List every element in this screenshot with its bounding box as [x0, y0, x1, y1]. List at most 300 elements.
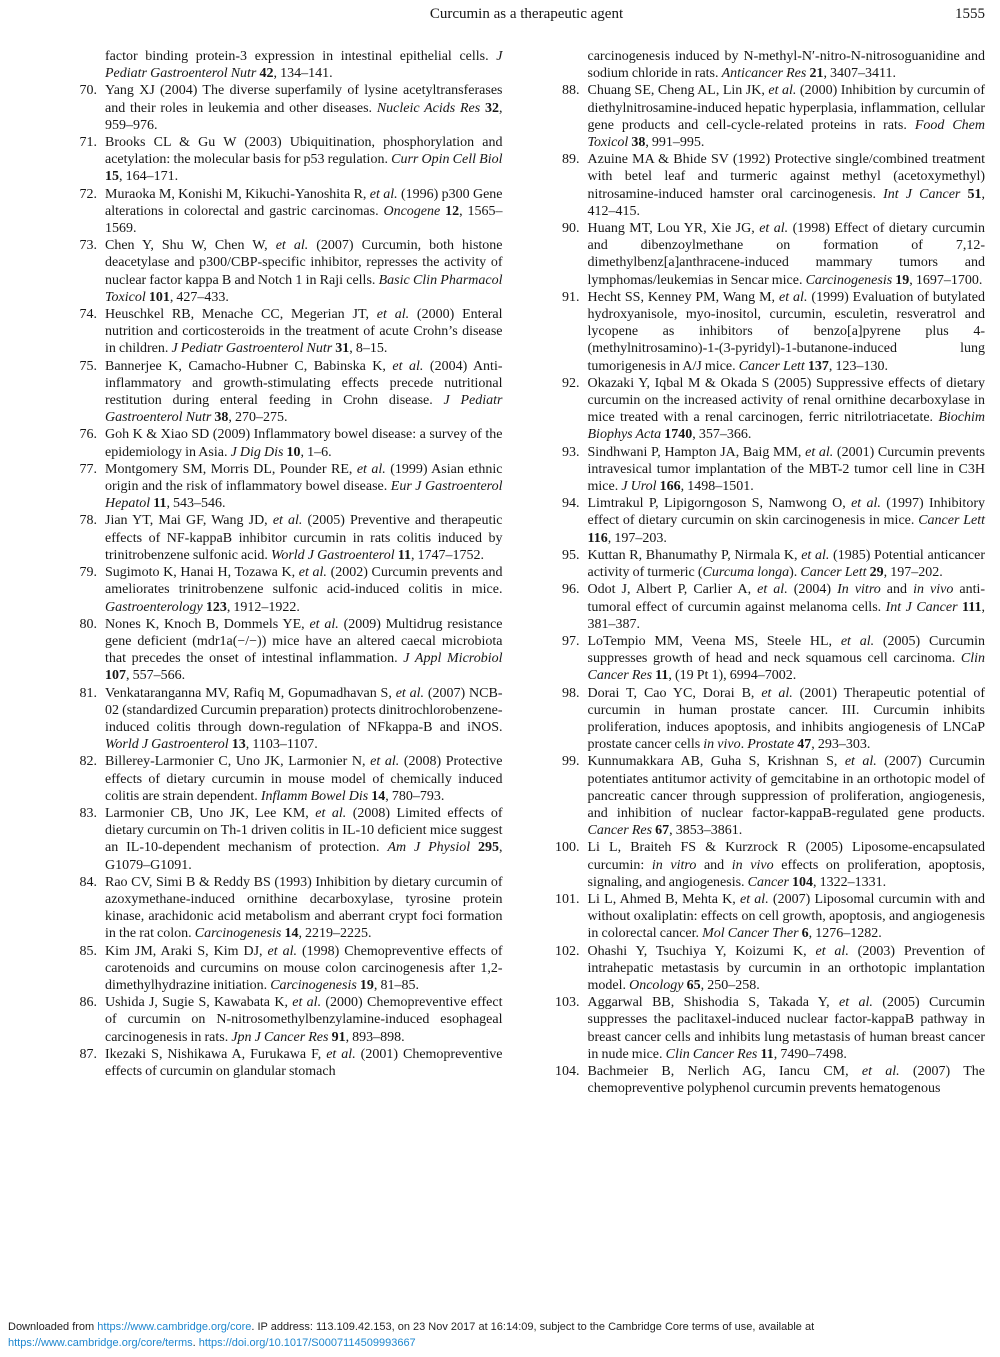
text-run: 13: [231, 737, 246, 753]
text-run: Bannerjee K, Camacho-Hubner C, Babinska K,: [105, 358, 393, 374]
footer-link[interactable]: https://www.cambridge.org/core: [97, 1321, 252, 1333]
text-run: (2003) Prevention of intrahepatic metastasis by curcumin in an orthotopic implantation model.: [587, 943, 985, 993]
text-run: Gastroenterology: [105, 599, 206, 615]
text-run: Inflamm Bowel Dis: [260, 788, 372, 804]
text-run: Cancer Lett: [800, 565, 870, 581]
text-run: Azuine MA & Bhide SV (1992) Protective single/combined treatment with betel leaf and turmeric against methyl (acetoxymethyl) nitrosamine-induced hamster oral carcinogenesis.: [587, 152, 985, 202]
text-run: and: [880, 582, 914, 598]
text-run: effects on proliferation, apoptosis, signaling, and angiogenesis.: [587, 857, 985, 890]
text-run: et al.: [815, 943, 849, 959]
text-run: Oncology: [629, 977, 687, 993]
reference-text: [105, 944, 503, 993]
reference-number: 101.: [555, 891, 580, 907]
text-run: , 250–258.: [700, 977, 760, 993]
text-run: et al.: [759, 221, 789, 237]
text-run: , 134–141.: [273, 66, 333, 82]
reference-item: [551, 994, 986, 1063]
text-run: , 293–303.: [811, 737, 871, 753]
reference-item: [551, 753, 986, 839]
text-run: , 1103–1107.: [245, 737, 318, 753]
reference-number: 93.: [562, 444, 580, 460]
text-run: 6: [801, 926, 809, 942]
text-run: (2007) Curcumin, both histone deacetylase and p300/CBP-specific inhibitor, represses the activity of nuclear factor kappa B and Notch 1 in Raji cells.: [105, 238, 503, 288]
text-run: et al.: [376, 307, 410, 323]
reference-number: 80.: [79, 616, 97, 632]
text-run: Hecht SS, Kenney PM, Wang M,: [587, 289, 779, 305]
text-run: et al.: [369, 186, 398, 202]
text-run: Aggarwal BB, Shishodia S, Takada Y,: [587, 995, 839, 1011]
text-run: 14: [371, 788, 386, 804]
text-run: Cancer Lett: [918, 513, 985, 529]
text-run: et al.: [851, 496, 881, 512]
footer-text: Downloaded from: [8, 1321, 98, 1333]
reference-item: [551, 581, 986, 633]
reference-text: [105, 307, 503, 356]
reference-item: [551, 151, 986, 220]
reference-number: 88.: [562, 83, 580, 99]
reference-item: [68, 994, 503, 1046]
reference-text: [105, 135, 503, 184]
reference-number: 82.: [79, 754, 97, 770]
text-run: et al.: [272, 513, 303, 529]
text-run: Brooks CL & Gu W (2003) Ubiquitination, phosphorylation and acetylation: the molecular basis for p53 regulation.: [105, 135, 503, 168]
text-run: et al.: [840, 633, 875, 649]
text-run: Clin Cancer Res: [587, 651, 985, 684]
text-run: , 991–995.: [645, 135, 705, 151]
text-run: (2007) NCB-02 (standardized Curcumin preparation) protects dinitrochlorobenzene- induced colitis through down-regulation of NFkappa-B and iNOS.: [105, 685, 503, 735]
text-run: 116: [587, 530, 608, 546]
text-run: 42: [259, 66, 274, 82]
text-run: Carcinogenesis: [194, 926, 285, 942]
reference-item: [68, 943, 503, 995]
text-run: et al.: [326, 1046, 356, 1062]
reference-number: 96.: [562, 582, 580, 598]
reference-text: [105, 565, 503, 614]
text-run: Bachmeier B, Nerlich AG, Iancu CM,: [587, 1063, 862, 1079]
text-run: (2004): [787, 582, 838, 598]
text-run: Biochim Biophys Acta: [587, 410, 985, 443]
reference-text: [588, 221, 986, 288]
reference-item: [68, 685, 503, 754]
text-run: Jian YT, Mai GF, Wang JD,: [105, 513, 273, 529]
reference-continuation: [68, 48, 503, 82]
reference-number: 89.: [562, 152, 580, 168]
reference-text: [588, 496, 986, 545]
text-run: (2002) Curcumin prevents and ameliorates trinitrobenzene sulfonic acid-induced colitis in mice.: [105, 565, 503, 598]
reference-item: [68, 1046, 503, 1080]
reference-text: [105, 513, 503, 562]
reference-number: 95.: [562, 547, 580, 563]
text-run: Sugimoto K, Hanai H, Tozawa K,: [105, 565, 299, 581]
text-run: Kim JM, Araki S, Kim DJ,: [105, 943, 268, 959]
text-run: In vitro: [837, 582, 881, 598]
reference-text: [588, 686, 986, 753]
reference-item: [551, 1063, 986, 1097]
text-run: (2008) Limited effects of dietary curcumin on Th-1 driven colitis in IL-10 deficient mice suggest an IL-10-dependent mechanism of protection.: [105, 805, 503, 856]
text-run: Odot J, Albert P, Carlier A,: [587, 582, 758, 598]
reference-number: 100.: [555, 840, 580, 856]
text-run: et al.: [861, 1063, 900, 1079]
text-run: Kunnumakkara AB, Guha S, Krishnan S,: [587, 754, 845, 770]
reference-text: [588, 995, 986, 1062]
reference-item: [68, 753, 503, 805]
reference-text: [588, 376, 986, 443]
footer-line-1: [8, 1319, 992, 1335]
text-run: Larmonier CB, Uno JK, Lee KM,: [105, 805, 316, 821]
text-run: 12: [445, 203, 460, 219]
reference-number: 74.: [79, 307, 97, 323]
reference-number: 90.: [562, 221, 580, 237]
text-run: (2004) Anti-inflammatory and growth-stimulating effects precede nutritional restitution during enteral feeding in Crohn disease.: [105, 358, 503, 409]
reference-number: 91.: [562, 289, 580, 305]
text-run: Cancer Res: [587, 823, 656, 839]
reference-text: [588, 634, 986, 683]
reference-text: [105, 617, 503, 684]
text-run: , 381–387.: [587, 599, 985, 632]
reference-text: [588, 290, 986, 374]
text-run: et al.: [801, 547, 830, 563]
text-run: (2000) Inhibition by curcumin of diethylnitrosamine-induced hepatic hyperplasia, inflammation, cellular gene products and cell-cycle-related proteins in rats.: [587, 83, 986, 133]
text-run: Basic Clin Pharmacol Toxicol: [105, 272, 503, 305]
reference-text: [105, 49, 503, 81]
text-run: (1997) Inhibitory effect of dietary curcumin on skin carcinogenesis in mice.: [587, 496, 985, 529]
text-run: 19: [895, 272, 910, 288]
reference-item: [68, 805, 503, 874]
reference-number: 92.: [562, 375, 580, 391]
text-run: Nucleic Acids Res: [376, 100, 485, 116]
text-run: .: [740, 737, 748, 753]
text-run: , 1–6.: [300, 444, 332, 460]
text-run: Chen Y, Shu W, Chen W,: [105, 238, 276, 254]
text-run: 14: [284, 926, 299, 942]
text-run: , 197–202.: [883, 565, 943, 581]
reference-number: 98.: [562, 685, 580, 701]
text-run: (2001) Curcumin prevents intravesical tumor implantation of the MBT-2 tumor cell line in C3H mice.: [587, 444, 985, 495]
text-run: 1740: [664, 427, 693, 443]
text-run: , 2219–2225.: [298, 926, 372, 942]
text-run: et al.: [370, 754, 400, 770]
reference-text: [105, 359, 503, 426]
text-run: Dorai T, Cao YC, Dorai B,: [587, 685, 762, 701]
text-run: et al.: [805, 444, 834, 460]
text-run: 19: [359, 977, 374, 993]
text-run: (2005) Curcumin suppresses the paclitaxel-induced nuclear factor-kappaB pathway in breast cancer cells and inhibits lung metastasis of human breast cancer in nude mice.: [587, 995, 985, 1062]
text-run: et al.: [298, 565, 327, 581]
text-run: 21: [809, 66, 824, 82]
text-run: , G1079–G1091.: [105, 840, 503, 873]
reference-continuation: [551, 48, 986, 82]
text-run: (2007) Curcumin potentiates antitumor activity of gemcitabine in an orthotopic model of pancreatic cancer through suppression of proliferation, angiogenesis, and inhibition of nuclear factor-kappaB-regulated gene products.: [587, 754, 985, 821]
text-run: World J Gastroenterol: [105, 737, 232, 753]
text-run: (1985) Potential anticancer activity of turmeric (: [587, 547, 985, 581]
text-run: Oncogene: [383, 203, 446, 219]
reference-number: 75.: [79, 358, 97, 374]
text-run: Anticancer Res: [721, 66, 810, 82]
reference-text: [105, 83, 503, 132]
text-run: 107: [105, 668, 126, 684]
reference-item: [68, 616, 503, 685]
reference-item: [68, 186, 503, 238]
reference-item: [551, 82, 986, 151]
text-run: et al.: [779, 289, 808, 305]
text-run: 11: [655, 668, 669, 684]
text-run: Cancer Lett: [738, 358, 808, 374]
text-run: et al.: [309, 616, 339, 632]
text-run: , 164–171.: [119, 169, 179, 185]
text-run: , 1498–1501.: [680, 479, 754, 495]
text-run: , 959–976.: [105, 100, 503, 133]
ref-column-left: [68, 48, 503, 1097]
text-run: , 1276–1282.: [808, 926, 882, 942]
text-run: Curcuma longa: [702, 565, 790, 581]
text-run: in vivo: [913, 582, 954, 598]
reference-text: [105, 686, 503, 753]
text-run: Heuschkel RB, Menache CC, Megerian JT,: [105, 307, 377, 323]
text-run: and: [696, 857, 732, 873]
text-run: Montgomery SM, Morris DL, Pounder RE,: [105, 461, 357, 477]
reference-text: [105, 995, 503, 1044]
reference-text: [588, 944, 986, 993]
footer-line-2: [8, 1335, 992, 1351]
reference-text: [105, 462, 503, 511]
reference-number: 86.: [79, 995, 97, 1011]
text-run: World J Gastroenterol: [270, 547, 398, 563]
text-run: (2007) Liposomal curcumin with and without oxaliplatin: effects on cell growth, apoptosis, and angiogenesis in colorectal cancer.: [587, 891, 985, 942]
reference-item: [551, 943, 986, 995]
text-run: , 543–546.: [166, 496, 226, 512]
reference-item: [68, 358, 503, 427]
text-run: J Urol: [621, 479, 660, 495]
text-run: in vitro: [651, 857, 697, 873]
text-run: Huang MT, Lou YR, Xie JG,: [587, 221, 760, 237]
text-run: (1999) Evaluation of butylated hydroxyanisole, myo-inositol, curcumin, esculetin, resveratrol and lycopene as inhibitors of benzo[a]pyrene plus 4-(methylnitrosamino)-1-(3-pyridyl)-1-butanone-induced lung tumorigenesis in A/J mice.: [587, 289, 985, 374]
text-run: 31: [335, 341, 350, 357]
text-run: et al.: [392, 358, 424, 374]
text-run: ).: [789, 565, 801, 581]
reference-item: [551, 289, 986, 375]
text-run: , 8–15.: [349, 341, 388, 357]
text-run: , 3407–3411.: [823, 66, 897, 82]
reference-text: [588, 1064, 986, 1096]
download-notice: [8, 1319, 992, 1351]
text-run: , (19 Pt 1), 6994–7002.: [668, 668, 797, 684]
reference-item: [551, 547, 986, 581]
text-run: 15: [105, 169, 119, 185]
text-run: (2009) Multidrug resistance gene deficient (mdr1a(−/−)) mice have an altered caecal microbiota that precedes the onset of intestinal inflammation.: [105, 616, 503, 667]
text-run: Curr Opin Cell Biol: [391, 152, 503, 168]
text-run: Li L, Ahmed B, Mehta K,: [587, 891, 740, 907]
reference-item: [68, 461, 503, 513]
text-run: Carcinogenesis: [270, 977, 360, 993]
reference-item: [68, 237, 503, 306]
text-run: Food Chem Toxicol: [587, 117, 985, 151]
ref-column-right: [551, 48, 986, 1097]
text-run: , 427–433.: [169, 289, 229, 305]
reference-text: [588, 892, 986, 941]
text-run: 101: [148, 289, 170, 305]
text-run: 91: [331, 1029, 346, 1045]
footer-text: .: [192, 1337, 199, 1349]
reference-number: 102.: [555, 943, 580, 959]
text-run: , 1747–1752.: [410, 547, 485, 563]
text-run: Goh K & Xiao SD (2009) Inflammatory bowel disease: a survey of the epidemiology in Asia.: [105, 427, 503, 460]
text-run: 104: [792, 874, 813, 890]
reference-text: [105, 806, 503, 873]
text-run: et al.: [739, 891, 769, 907]
reference-item: [551, 685, 986, 754]
text-run: 137: [807, 358, 829, 374]
text-run: et al.: [275, 238, 309, 254]
text-run: Mol Cancer Ther: [702, 926, 802, 942]
text-run: , 197–203.: [607, 530, 667, 546]
text-run: Rao CV, Simi B & Reddy BS (1993) Inhibition by dietary curcumin of azoxymethane-induced ornithine decarboxylase, tyrosine protein kinase, arachidonic acid metabolism and aberrant crypt foci formation in the rat colon.: [105, 874, 503, 942]
text-run: , 412–415.: [587, 186, 985, 219]
reference-item: [551, 839, 986, 891]
text-run: 47: [797, 737, 812, 753]
text-run: Ushida J, Sugie S, Kawabata K,: [105, 995, 293, 1011]
reference-item: [68, 564, 503, 616]
text-run: Limtrakul P, Lipigorngoson S, Namwong O,: [587, 496, 852, 512]
reference-item: [68, 134, 503, 186]
text-run: 123: [205, 599, 227, 615]
text-run: 10: [286, 444, 301, 460]
footer-link[interactable]: https://doi.org/10.1017/S0007114509993667: [198, 1337, 416, 1349]
text-run: Int J Cancer: [883, 186, 968, 202]
reference-number: 83.: [79, 805, 97, 821]
reference-number: 84.: [79, 874, 97, 890]
text-run: (2000) Enteral nutrition and corticosteroids in the treatment of acute Crohn’s disease in children.: [105, 307, 503, 357]
reference-text: [588, 548, 986, 580]
reference-text: [588, 83, 986, 150]
text-run: Venkataranganna MV, Rafiq M, Gopumadhavan S,: [105, 685, 396, 701]
text-run: Am J Physiol: [387, 840, 479, 856]
text-run: et al.: [761, 685, 793, 701]
reference-number: 103.: [555, 995, 580, 1011]
text-run: , 893–898.: [345, 1029, 405, 1045]
text-run: J Pediatr Gastroenterol Nutr: [105, 393, 503, 426]
reference-number: 94.: [562, 496, 580, 512]
page-number: 1555: [955, 6, 985, 22]
reference-item: [68, 512, 503, 564]
text-run: (1996) p300 Gene alterations in colorectal and gastric carcinomas.: [105, 186, 503, 219]
text-run: et al.: [395, 685, 425, 701]
text-run: et al.: [768, 83, 797, 99]
reference-item: [68, 82, 503, 134]
text-run: et al.: [292, 995, 322, 1011]
reference-item: [68, 874, 503, 943]
text-run: 11: [153, 496, 167, 512]
text-run: Carcinogenesis: [805, 272, 896, 288]
text-run: Sindhwani P, Hampton JA, Baig MM,: [587, 444, 806, 460]
reference-number: 78.: [79, 513, 97, 529]
reference-number: 97.: [562, 633, 580, 649]
text-run: in vivo: [731, 857, 774, 873]
reference-columns: [68, 48, 985, 1097]
text-run: J Appl Microbiol: [403, 651, 503, 667]
text-run: , 557–566.: [126, 668, 186, 684]
reference-text: [105, 1047, 503, 1079]
text-run: 166: [659, 479, 681, 495]
text-run: 111: [962, 599, 982, 615]
text-run: J Pediatr Gastroenterol Nutr: [105, 49, 503, 82]
text-run: LoTempio MM, Veena MS, Steele HL,: [587, 633, 841, 649]
text-run: J Pediatr Gastroenterol Nutr: [171, 341, 336, 357]
text-run: 65: [686, 977, 701, 993]
text-run: , 780–793.: [385, 788, 445, 804]
text-run: et al.: [315, 805, 347, 821]
text-run: anti-tumoral effect of curcumin against melanoma cells.: [587, 582, 986, 615]
text-run: Billerey-Larmonier C, Uno JK, Larmonier N,: [105, 754, 371, 770]
footer-link[interactable]: https://www.cambridge.org/core/terms: [8, 1337, 193, 1349]
text-run: (2005) Preventive and therapeutic effects of NF-kappaB inhibitor curcumin in rats colitis induced by trinitrobenzene sulfonic acid.: [105, 513, 503, 563]
text-run: 295: [478, 840, 500, 856]
text-run: , 1322–1331.: [813, 874, 887, 890]
text-run: et al.: [757, 582, 788, 598]
text-run: Nones K, Knoch B, Dommels YE,: [105, 616, 310, 632]
reference-item: [68, 306, 503, 358]
reference-item: [68, 426, 503, 460]
text-run: (2000) Chemopreventive effect of curcumin on N-nitrosomethylbenzylamine-induced esophageal carcinogenesis in rats.: [105, 995, 503, 1045]
text-run: carcinogenesis induced by N-methyl-N′-nitro-N-nitrosoguanidine and sodium chloride in rats.: [587, 49, 985, 82]
running-head: [68, 6, 985, 28]
text-run: , 1697–1700.: [909, 272, 983, 288]
text-run: , 123–130.: [828, 358, 889, 374]
text-run: (1998) Chemopreventive effects of carotenoids and curcumins on mouse colon carcinogenesis after 1,2-dimethylhydrazine initiation.: [105, 943, 503, 993]
text-run: (2001) Therapeutic potential of curcumin in human prostate cancer. III. Curcumin inhibits proliferation, induces apoptosis, and inhibits angiogenesis of LNCaP prostate cancer cells: [587, 685, 986, 753]
reference-item: [551, 444, 986, 496]
reference-number: 87.: [79, 1046, 97, 1062]
reference-number: 85.: [79, 943, 97, 959]
text-run: Eur J Gastroenterol Hepatol: [105, 479, 503, 512]
text-run: 29: [869, 565, 884, 581]
text-run: J Dig Dis: [230, 444, 287, 460]
text-run: Clin Cancer Res: [665, 1046, 761, 1062]
text-run: , 81–85.: [373, 977, 420, 993]
text-run: Cancer: [747, 874, 792, 890]
text-run: Li L, Braiteh FS & Kurzrock R (2005) Liposome-encapsulated curcumin:: [587, 840, 985, 873]
reference-text: [588, 152, 986, 219]
text-run: in vivo: [703, 737, 741, 753]
text-run: 51: [967, 186, 982, 202]
text-run: 11: [397, 547, 411, 563]
reference-number: 104.: [555, 1063, 580, 1079]
text-run: , 357–366.: [692, 427, 752, 443]
text-run: 11: [760, 1046, 774, 1062]
text-run: Kuttan R, Bhanumathy P, Nirmala K,: [587, 547, 802, 563]
text-run: (1998) Effect of dietary curcumin and dibenzoylmethane on formation of 7,12-dimethylbenz[a]anthracene-induced mammary tumors and lymphomas/leukemias in Sencar mice.: [587, 221, 985, 288]
text-run: et al.: [844, 754, 877, 770]
reference-text: [105, 754, 503, 803]
reference-item: [551, 891, 986, 943]
reference-text: [588, 445, 986, 494]
reference-text: [588, 582, 986, 631]
text-run: (2007) The chemopreventive polyphenol curcumin prevents hematogenous: [587, 1063, 985, 1097]
reference-number: 77.: [79, 461, 97, 477]
reference-text: [105, 238, 503, 305]
text-run: Muraoka M, Konishi M, Kikuchi-Yanoshita R,: [105, 186, 370, 202]
text-run: , 3853–3861.: [669, 823, 743, 839]
text-run: Okazaki Y, Iqbal M & Okada S (2005) Suppressive effects of dietary curcumin on the increased activity of renal ornithine decarboxylase in mice treated with a renal carcinogen, ferric nitrilotriacetate.: [587, 375, 985, 426]
reference-number: 71.: [79, 135, 97, 151]
text-run: factor binding protein-3 expression in intestinal epithelial cells.: [105, 49, 497, 64]
reference-number: 81.: [79, 685, 97, 701]
text-run: Yang XJ (2004) The diverse superfamily of lysine acetyltransferases and their roles in leukemia and other diseases.: [105, 83, 503, 116]
footer-text: . IP address: 113.109.42.153, on 23 Nov 2017 at 16:14:09, subject to the Cambridge Core terms of use, available at: [251, 1321, 815, 1333]
text-run: Prostate: [747, 737, 798, 753]
text-run: (1999) Asian ethnic origin and the risk of inflammatory bowel disease.: [105, 461, 503, 495]
text-run: , 1912–1922.: [226, 599, 300, 615]
text-run: (2005) Curcumin suppresses growth of head and neck squamous cell carcinoma.: [587, 633, 986, 667]
